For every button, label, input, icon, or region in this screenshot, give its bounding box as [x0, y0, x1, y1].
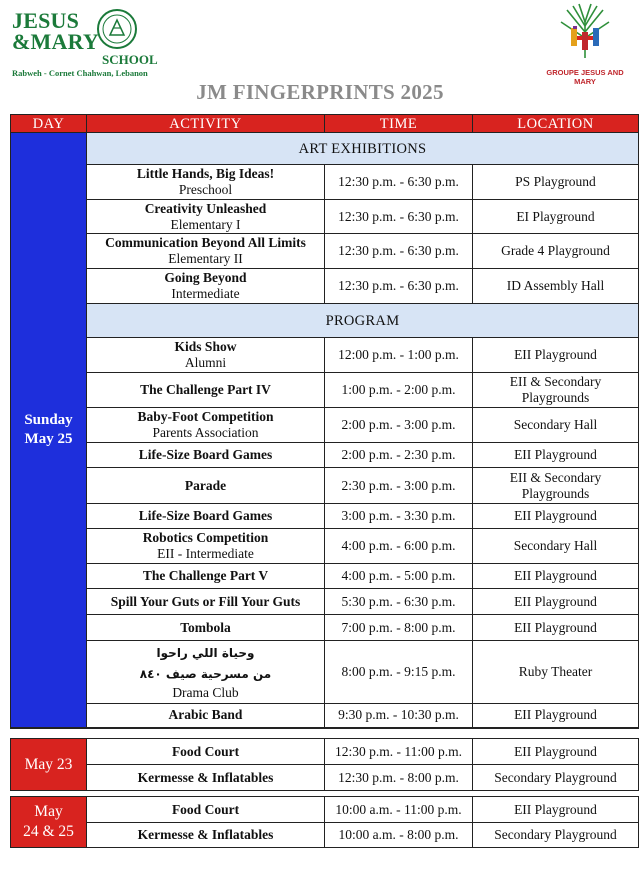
- activity-title-arabic-2: من مسرحية صيف ٨٤٠: [139, 667, 272, 681]
- time-cell: 12:30 p.m. - 6:30 p.m.: [325, 269, 473, 304]
- activity-title: Going Beyond: [164, 270, 247, 285]
- time-cell: 12:30 p.m. - 11:00 p.m.: [325, 739, 473, 765]
- table-header-row: [11, 115, 639, 133]
- time-cell: 12:30 p.m. - 6:30 p.m.: [325, 200, 473, 234]
- activity-title: Communication Beyond All Limits: [105, 235, 306, 250]
- activity-sub: Drama Club: [172, 685, 239, 700]
- table-row: [11, 200, 639, 234]
- activity-title: Tombola: [180, 619, 231, 635]
- column-header-day: DAY: [11, 115, 87, 133]
- location-cell: PS Playground: [473, 165, 639, 200]
- table-row: [11, 373, 639, 408]
- table-row: [11, 641, 639, 704]
- school-address: Rabweh - Cornet Chahwan, Lebanon: [12, 68, 148, 78]
- activity-title: Little Hands, Big Ideas!: [136, 166, 275, 181]
- table-row: [11, 823, 639, 848]
- activity-cell: [87, 165, 325, 200]
- time-cell: 12:30 p.m. - 6:30 p.m.: [325, 165, 473, 200]
- activity-title: Food Court: [171, 743, 240, 759]
- location-cell: EII & Secondary Playgrounds: [473, 468, 639, 504]
- activity-title: Life-Size Board Games: [138, 508, 273, 523]
- activity-sub: Elementary II: [168, 251, 243, 266]
- location-cell: EI Playground: [473, 200, 639, 234]
- time-cell: 2:00 p.m. - 3:00 p.m.: [325, 408, 473, 443]
- location-cell: EII Playground: [473, 443, 639, 468]
- table-row: [11, 234, 639, 269]
- time-cell: 12:30 p.m. - 6:30 p.m.: [325, 234, 473, 269]
- activity-cell: [87, 589, 325, 615]
- table-row: [11, 564, 639, 589]
- groupe-tree-icon: [557, 2, 613, 60]
- day-cell-may24-25: [11, 797, 87, 848]
- time-cell: 4:00 p.m. - 5:00 p.m.: [325, 564, 473, 589]
- location-cell: Secondary Playground: [473, 823, 639, 848]
- school-emblem-icon: [96, 8, 138, 50]
- activity-cell: [87, 468, 325, 504]
- column-header-activity: ACTIVITY: [87, 115, 325, 133]
- time-cell: 2:30 p.m. - 3:00 p.m.: [325, 468, 473, 504]
- activity-sub: Elementary I: [170, 216, 241, 232]
- table-row: [11, 165, 639, 200]
- location-cell: ID Assembly Hall: [473, 269, 639, 304]
- activity-cell: [87, 338, 325, 373]
- location-cell: EII Playground: [473, 338, 639, 373]
- location-cell: EII & Secondary Playgrounds: [473, 373, 639, 408]
- location-cell: EII Playground: [473, 704, 639, 728]
- location-cell: Secondary Hall: [473, 408, 639, 443]
- table-row: [11, 443, 639, 468]
- activity-sub: Intermediate: [171, 286, 240, 301]
- time-cell: 1:00 p.m. - 2:00 p.m.: [325, 373, 473, 408]
- time-cell: 5:30 p.m. - 6:30 p.m.: [325, 589, 473, 615]
- logo-mary: &MARY: [12, 29, 99, 54]
- table-row: [11, 269, 639, 304]
- activity-title: Parade: [184, 477, 227, 493]
- day-name: Sunday: [24, 411, 73, 428]
- time-cell: 10:00 a.m. - 8:00 p.m.: [325, 823, 473, 848]
- activity-title: Life-Size Board Games: [138, 447, 273, 462]
- time-cell: 12:00 p.m. - 1:00 p.m.: [325, 338, 473, 373]
- activity-cell: [87, 200, 325, 234]
- location-cell: EII Playground: [473, 739, 639, 765]
- groupe-logo: [535, 2, 635, 86]
- activity-cell: [87, 823, 325, 848]
- activity-cell: [87, 443, 325, 468]
- table-row: [11, 797, 639, 823]
- table-row: [11, 589, 639, 615]
- activity-title-arabic-1: وحياة اللي راحوا: [156, 646, 255, 660]
- activity-cell: [87, 704, 325, 728]
- activity-title: Kermesse & Inflatables: [137, 827, 274, 842]
- sunday-schedule-table: [10, 114, 639, 729]
- section-row: [11, 133, 639, 165]
- page-title: JM FINGERPRINTS 2025: [196, 80, 444, 104]
- activity-sub: Parents Association: [152, 425, 259, 440]
- location-cell: Ruby Theater: [473, 641, 639, 704]
- activity-cell: [87, 797, 325, 823]
- activity-sub: EII - Intermediate: [157, 546, 254, 561]
- location-cell: Secondary Hall: [473, 529, 639, 564]
- location-cell: EII Playground: [473, 589, 639, 615]
- column-header-time: TIME: [325, 115, 473, 133]
- activity-title: The Challenge Part V: [142, 568, 269, 583]
- table-row: [11, 408, 639, 443]
- may23-schedule-table: [10, 738, 639, 791]
- location-cell: Grade 4 Playground: [473, 234, 639, 269]
- may24-25-schedule-table: [10, 796, 639, 848]
- activity-cell: [87, 615, 325, 641]
- activity-cell: [87, 504, 325, 529]
- activity-title: Creativity Unleashed: [144, 200, 267, 216]
- activity-cell: [87, 765, 325, 791]
- school-logo: [6, 8, 158, 78]
- activity-sub: Alumni: [184, 355, 227, 370]
- activity-cell: [87, 408, 325, 443]
- time-cell: 9:30 p.m. - 10:30 p.m.: [325, 704, 473, 728]
- day-line-1: May: [34, 803, 63, 820]
- section-heading-art: ART EXHIBITIONS: [87, 133, 639, 165]
- activity-title: Kermesse & Inflatables: [137, 769, 274, 785]
- location-cell: EII Playground: [473, 504, 639, 529]
- activity-title: The Challenge Part IV: [140, 382, 271, 397]
- day-line-2: 24 & 25: [23, 823, 74, 840]
- section-heading-program: PROGRAM: [87, 304, 639, 338]
- time-cell: 10:00 a.m. - 11:00 p.m.: [325, 797, 473, 823]
- activity-cell: [87, 641, 325, 704]
- activity-title: Arabic Band: [168, 707, 243, 723]
- table-row: [11, 338, 639, 373]
- section-row: [11, 304, 639, 338]
- activity-title: Spill Your Guts or Fill Your Guts: [110, 593, 301, 609]
- activity-title: Kids Show: [174, 339, 237, 354]
- time-cell: 3:00 p.m. - 3:30 p.m.: [325, 504, 473, 529]
- table-row: [11, 504, 639, 529]
- time-cell: 8:00 p.m. - 9:15 p.m.: [325, 641, 473, 704]
- activity-cell: [87, 564, 325, 589]
- logo-school-word: SCHOOL: [102, 52, 158, 67]
- time-cell: 7:00 p.m. - 8:00 p.m.: [325, 615, 473, 641]
- time-cell: 2:00 p.m. - 2:30 p.m.: [325, 443, 473, 468]
- location-cell: EII Playground: [473, 615, 639, 641]
- column-header-location: LOCATION: [473, 115, 639, 133]
- location-cell: EII Playground: [473, 564, 639, 589]
- activity-sub: Preschool: [178, 182, 233, 197]
- table-row: [11, 529, 639, 564]
- location-cell: EII Playground: [473, 797, 639, 823]
- time-cell: 12:30 p.m. - 8:00 p.m.: [325, 765, 473, 791]
- table-row: [11, 704, 639, 728]
- logo-jesus: JESUS: [12, 8, 80, 33]
- table-row: [11, 765, 639, 791]
- activity-cell: [87, 269, 325, 304]
- activity-cell: [87, 373, 325, 408]
- activity-cell: [87, 529, 325, 564]
- location-cell: Secondary Playground: [473, 765, 639, 791]
- table-row: [11, 468, 639, 504]
- time-cell: 4:00 p.m. - 6:00 p.m.: [325, 529, 473, 564]
- activity-title: Food Court: [171, 801, 240, 817]
- table-row: [11, 615, 639, 641]
- activity-cell: [87, 234, 325, 269]
- activity-title: Baby-Foot Competition: [137, 409, 274, 424]
- table-row: [11, 739, 639, 765]
- activity-title: Robotics Competition: [142, 530, 269, 545]
- day-date: May 25: [24, 430, 73, 447]
- day-cell-sunday: [11, 133, 87, 728]
- groupe-label: GROUPE JESUS AND MARY: [546, 68, 624, 86]
- activity-cell: [87, 739, 325, 765]
- day-cell-may23: May 23: [11, 739, 87, 791]
